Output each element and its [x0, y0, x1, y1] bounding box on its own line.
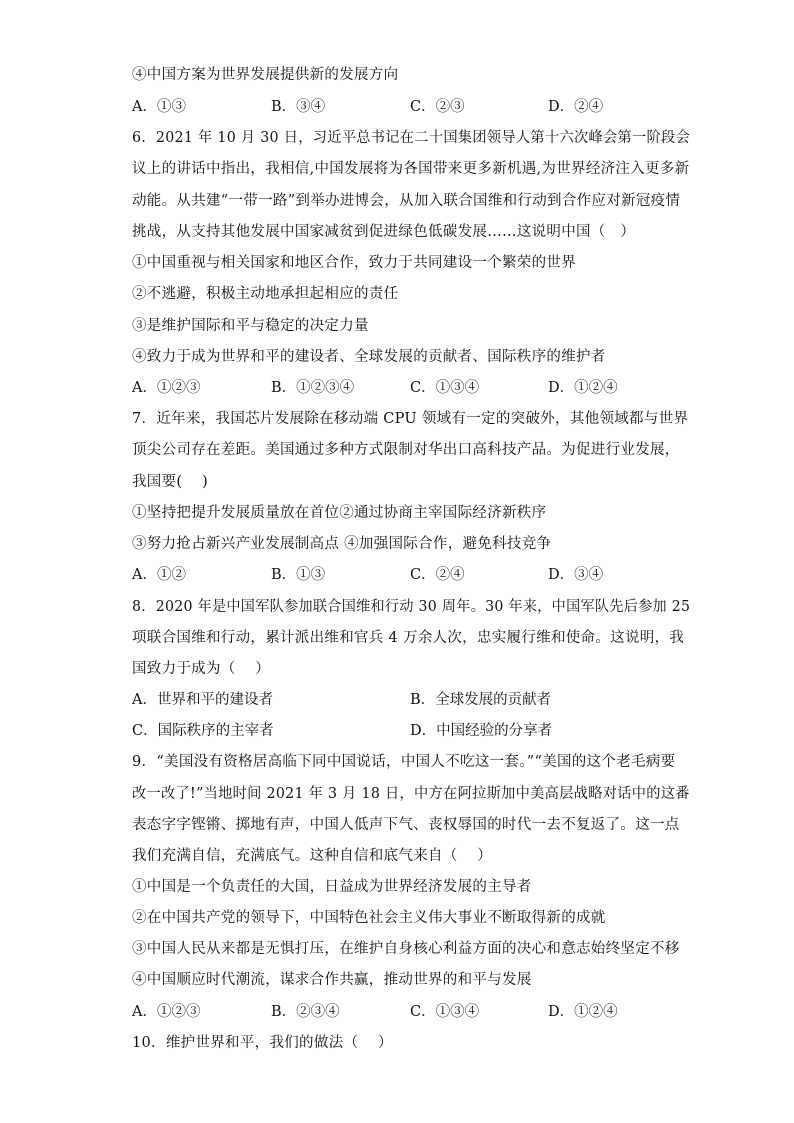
q7-stem-line-1: 7．近年来，我国芯片发展除在移动端 CPU 领域有一定的突破外，其他领域都与世界	[132, 411, 689, 427]
q6-stem-line-3: 动能。从共建“一带一路”到举办进博会，从加入联合国维和行动到合作应对新冠疫情	[132, 193, 681, 209]
q6-option-c[interactable]: C．①③④	[410, 380, 480, 396]
q7-statement-2: ③努力抢占新兴产业发展制高点 ④加强国际合作，避免科技竞争	[132, 536, 552, 552]
q8-stem-line-1: 8．2020 年是中国军队参加联合国维和行动 30 周年。30 年来，中国军队先后参加 25	[132, 599, 691, 615]
q9-stem-line-2: 改一改了!”当地时间 2021 年 3 月 18 日，中方在阿拉斯加中美高层战略对话中的这番	[132, 786, 690, 802]
q6-option-a[interactable]: A．①②③	[132, 380, 201, 396]
q7-stem-line-3: 我国要( )	[132, 474, 209, 490]
q8-option-b[interactable]: B．全球发展的贡献者	[410, 692, 552, 708]
q5-option-d[interactable]: D．②④	[548, 99, 604, 115]
q7-option-c[interactable]: C．②④	[410, 567, 465, 583]
q6-option-b[interactable]: B．①②③④	[271, 380, 355, 396]
q9-statement-2: ②在中国共产党的领导下，中国特色社会主义伟大事业不断取得新的成就	[132, 910, 606, 926]
q6-stem-line-1: 6．2021 年 10 月 30 日，习近平总书记在二十国集团领导人第十六次峰会第一阶段会	[132, 130, 691, 146]
q9-statement-3: ③中国人民从来都是无惧打压，在维护自身核心利益方面的决心和意志始终坚定不移	[132, 941, 680, 957]
q5-option-b[interactable]: B．③④	[271, 99, 326, 115]
q6-statement-3: ③是维护国际和平与稳定的决定力量	[132, 318, 369, 334]
q10-stem-line-1: 10．维护世界和平，我们的做法（ ）	[132, 1035, 393, 1051]
q9-option-d[interactable]: D．①②④	[548, 1004, 618, 1020]
q9-statement-4: ④中国顺应时代潮流，谋求合作共赢，推动世界的和平与发展	[132, 972, 532, 988]
q9-stem-line-1: 9．“美国没有资格居高临下同中国说话，中国人不吃这一套。”“美国的这个老毛病要	[132, 754, 676, 770]
q6-statement-4: ④致力于成为世界和平的建设者、全球发展的贡献者、国际秩序的维护者	[132, 349, 606, 365]
q8-option-c[interactable]: C．国际秩序的主宰者	[132, 723, 274, 739]
q9-option-b[interactable]: B．②③④	[271, 1004, 340, 1020]
q6-statement-2: ②不逃避，积极主动地承担起相应的责任	[132, 286, 399, 302]
q9-stem-line-4: 我们充满自信，充满底气。这种自信和底气来自（ ）	[132, 848, 493, 864]
q9-statement-1: ①中国是一个负责任的大国，日益成为世界经济发展的主导者	[132, 879, 532, 895]
q6-statement-1: ①中国重视与相关国家和地区合作，致力于共同建设一个繁荣的世界	[132, 255, 576, 271]
q8-option-d[interactable]: D．中国经验的分享者	[410, 723, 553, 739]
q5-option-c[interactable]: C．②③	[410, 99, 465, 115]
q7-option-b[interactable]: B．①③	[271, 567, 326, 583]
q6-stem-line-4: 挑战，从支持其他发展中国家减贫到促进绿色低碳发展……这说明中国（ ）	[132, 224, 636, 240]
q7-option-a[interactable]: A．①②	[132, 567, 186, 583]
q5-option-a[interactable]: A．①③	[132, 99, 186, 115]
q6-option-d[interactable]: D．①②④	[548, 380, 618, 396]
q9-option-c[interactable]: C．①③④	[410, 1004, 480, 1020]
q8-stem-line-2: 项联合国维和行动，累计派出维和官兵 4 万余人次，忠实履行维和使命。这说明，我	[132, 630, 685, 646]
q9-stem-line-3: 表态字字铿锵、掷地有声，中国人低声下气、丧权辱国的时代一去不复返了。这一点	[132, 817, 680, 833]
q6-stem-line-2: 议上的讲话中指出，我相信,中国发展将为各国带来更多新机遇,为世界经济注入更多新	[132, 161, 690, 177]
q7-option-d[interactable]: D．③④	[548, 567, 604, 583]
q9-option-a[interactable]: A．①②③	[132, 1004, 201, 1020]
q7-statement-1: ①坚持把提升发展质量放在首位②通过协商主宰国际经济新秩序	[132, 505, 547, 521]
q5-statement-4: ④中国方案为世界发展提供新的发展方向	[132, 67, 399, 83]
q8-option-a[interactable]: A．世界和平的建设者	[132, 692, 273, 708]
q7-stem-line-2: 顶尖公司存在差距。美国通过多种方式限制对华出口高科技产品。为促进行业发展，	[132, 442, 680, 458]
q8-stem-line-3: 国致力于成为（ ）	[132, 661, 271, 677]
